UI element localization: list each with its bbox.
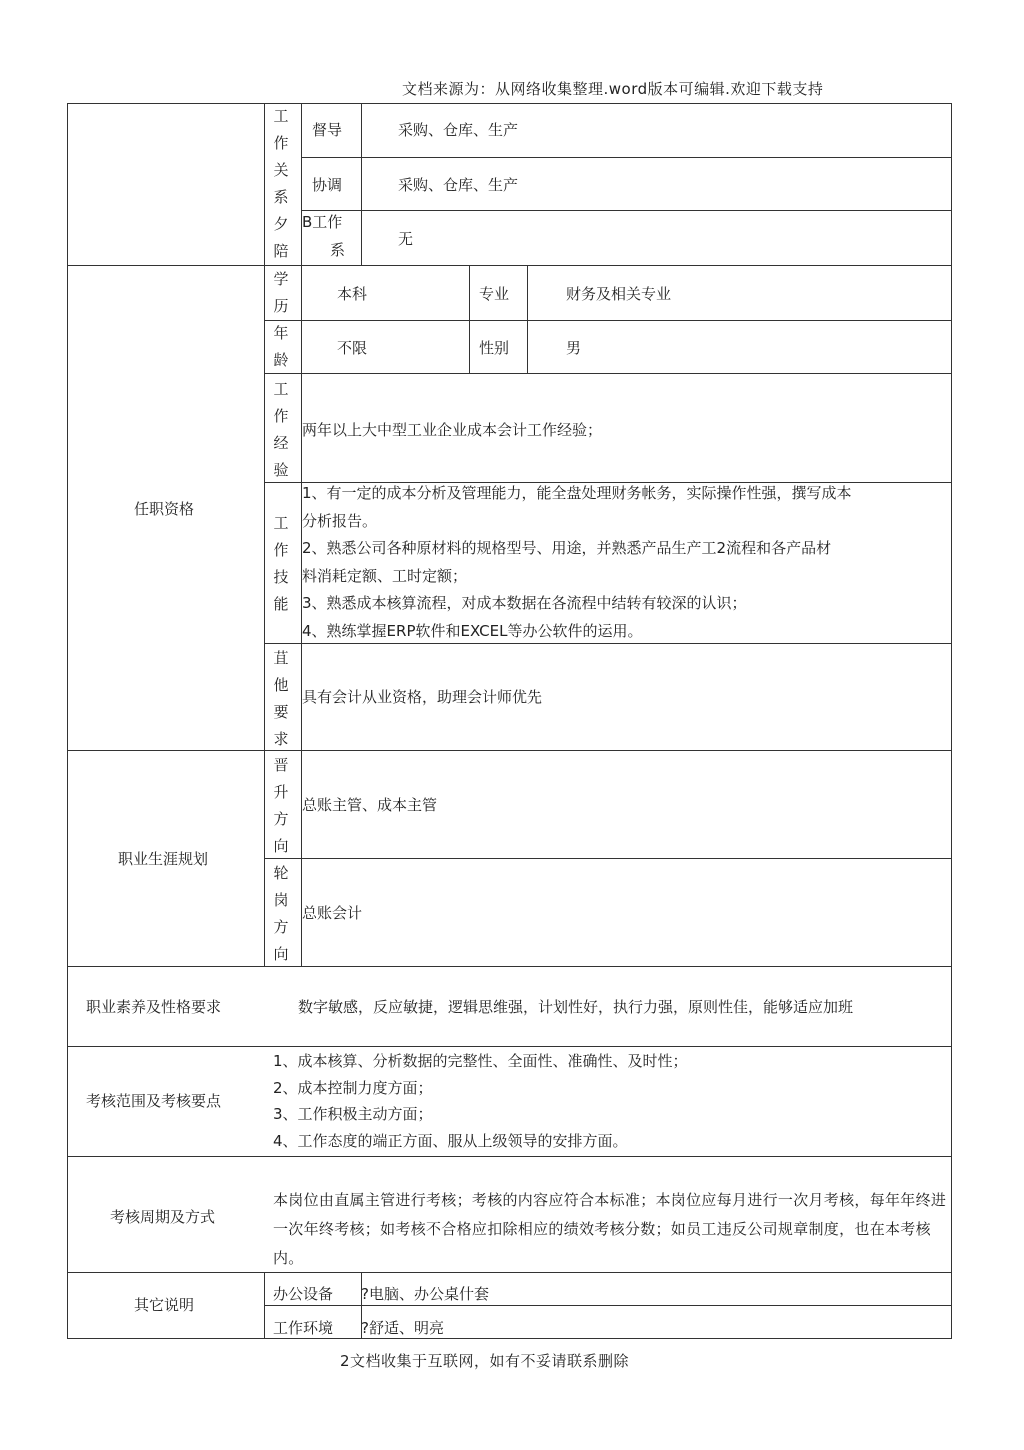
career-section-label: 职业生涯规划 bbox=[118, 850, 209, 868]
page-footer: 2文档收集于互联网，如有不妥请联系删除 bbox=[340, 1352, 630, 1370]
education-label: 学 历 bbox=[273, 270, 289, 315]
personality-value: 数字敏感，反应敏捷，逻辑思维强，计划性好，执行力强，原则性佳，能够适应加班 bbox=[298, 998, 854, 1016]
supervise-label: 督导 bbox=[312, 121, 343, 139]
rotation-label: 轮 岗 方 向 bbox=[273, 864, 289, 963]
age-value: 不限 bbox=[337, 339, 368, 357]
experience-value: 两年以上大中型工业企业成本会计工作经验； bbox=[302, 421, 603, 439]
assessment-cycle-section-label: 考核周期及方式 bbox=[110, 1208, 216, 1226]
external-sub-line1: B工作 bbox=[302, 213, 343, 231]
equipment-label: 办公设备 bbox=[273, 1285, 334, 1303]
environment-label: 工作环境 bbox=[273, 1319, 334, 1337]
promotion-label: 晋 升 方 向 bbox=[273, 756, 289, 855]
list-item: 分析报告。 bbox=[302, 511, 378, 530]
age-label: 年 龄 bbox=[273, 324, 289, 369]
environment-value: ?舒适、明亮 bbox=[361, 1319, 444, 1337]
skills-list bbox=[302, 480, 852, 645]
list-item: 料消耗定额、工时定额； bbox=[302, 566, 468, 585]
list-item: 1、成本核算、分析数据的完整性、全面性、准确性、及时性； bbox=[273, 1052, 688, 1070]
other-notes-section-label: 其它说明 bbox=[134, 1296, 195, 1314]
education-value: 本科 bbox=[337, 285, 368, 303]
other-requirements-value: 具有会计从业资格，助理会计师优先 bbox=[302, 688, 543, 706]
other-requirements-label: 苴 他 要 求 bbox=[273, 649, 289, 748]
page-header: 文档来源为：从网络收集整理.word版本可编辑.欢迎下载支持 bbox=[402, 80, 824, 98]
list-item: 4、熟练掌握ERP软件和EXCEL等办公软件的运用。 bbox=[302, 621, 643, 640]
skills-label: 工 作 技 能 bbox=[273, 514, 289, 613]
list-item: 2、成本控制力度方面； bbox=[273, 1078, 433, 1097]
assessment-scope-list bbox=[273, 1048, 688, 1154]
promotion-value: 总账主管、成本主管 bbox=[302, 796, 438, 814]
major-value: 财务及相关专业 bbox=[566, 285, 672, 303]
coordinate-label: 协调 bbox=[312, 176, 343, 194]
qualifications-section-label: 任职资格 bbox=[134, 500, 195, 518]
supervise-value: 采购、仓库、生产 bbox=[398, 121, 519, 139]
work-relations-label: 工 作 关 系 bbox=[273, 107, 289, 206]
external-sub-line2: 系 bbox=[330, 241, 346, 259]
external-value: 无 bbox=[398, 230, 414, 248]
rotation-value: 总账会计 bbox=[302, 904, 363, 922]
external-relations-label: 夕 陪 bbox=[273, 215, 289, 260]
assessment-scope-section-label: 考核范围及考核要点 bbox=[86, 1092, 222, 1110]
gender-label: 性别 bbox=[479, 339, 510, 357]
experience-label: 工 作 经 验 bbox=[273, 380, 289, 479]
list-item: 4、工作态度的端正方面、服从上级领导的安排方面。 bbox=[273, 1131, 628, 1150]
list-item: 3、工作积极主动方面； bbox=[273, 1105, 433, 1123]
major-label: 专业 bbox=[479, 285, 510, 303]
equipment-value: ?电脑、办公桌什套 bbox=[361, 1285, 489, 1303]
personality-section-label: 职业素养及性格要求 bbox=[86, 998, 222, 1016]
gender-value: 男 bbox=[566, 339, 582, 357]
assessment-cycle-value: 本岗位由直属主管进行考核；考核的内容应符合本标准；本岗位应每月进行一次月考核，每年年终进一次年终考核；如考核不合格应扣除相应的绩效考核分数；如员工违反公司规章制度，也在本考核内。 bbox=[273, 1191, 947, 1267]
coordinate-value: 采购、仓库、生产 bbox=[398, 176, 519, 194]
list-item: 2、熟悉公司各种原材料的规格型号、用途，并熟悉产品生产工2流程和各产品材 bbox=[302, 539, 832, 557]
list-item: 3、熟悉成本核算流程，对成本数据在各流程中结转有较深的认识； bbox=[302, 594, 747, 612]
list-item: 1、有一定的成本分析及管理能力，能全盘处理财务帐务，实际操作性强，撰写成本 bbox=[302, 484, 852, 502]
